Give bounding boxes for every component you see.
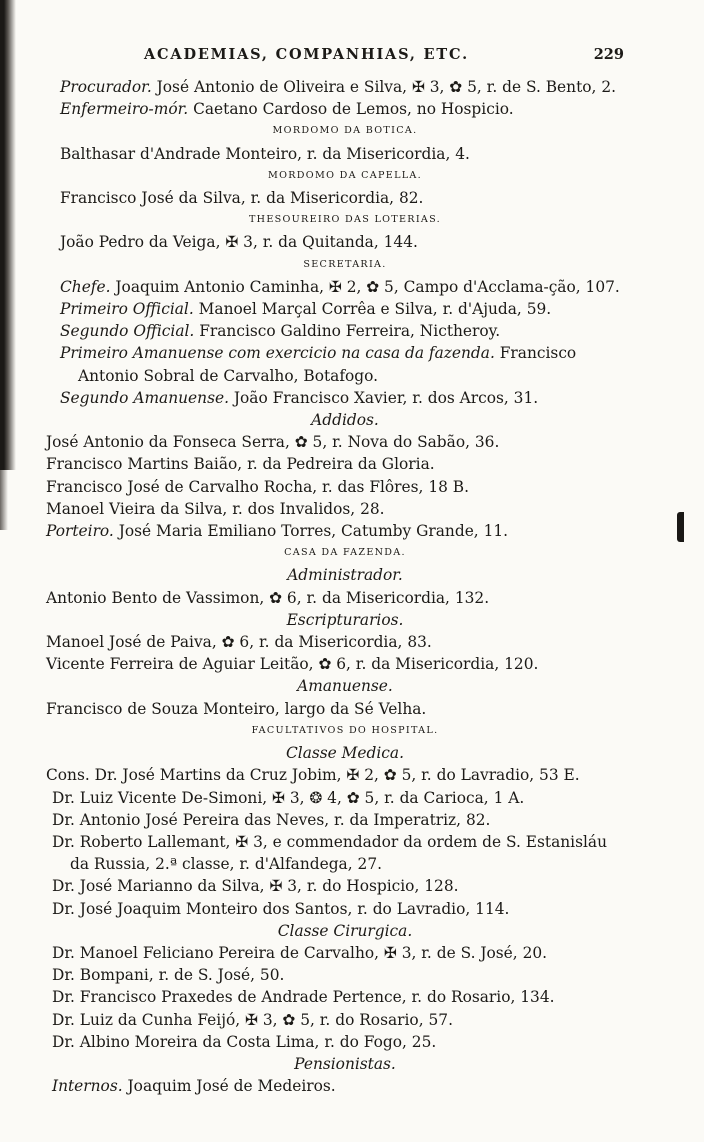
entry-line: Vicente Ferreira de Aguiar Leitão, ✿ 6, r. da Misericordia, 120. [46,655,539,674]
entry-line: Dr. José Marianno da Silva, ✠ 3, r. do Hospicio, 128. [52,877,459,896]
entry-text: Joaquim Antonio Caminha, ✠ 2, ✿ 5, Campo d'Acclama-ção, 107. [110,277,620,296]
entry-text: Francisco Antonio Sobral de Carvalho, Botafogo. [78,344,577,385]
entry-line: Dr. Francisco Praxedes de Andrade Pertence, r. do Rosario, 134. [52,988,555,1007]
entry-line: Dr. Roberto Lallemant, ✠ 3, e commendador da ordem de S. Estanisláu da Russia, 2.ª classe, r. d'Alfandega, 27. [52,832,608,874]
entry-line: Dr. Luiz da Cunha Feijó, ✠ 3, ✿ 5, r. do Rosario, 57. [52,1010,453,1029]
entry-text: Joaquim José de Medeiros. [122,1077,336,1096]
entry-line: Dr. José Joaquim Monteiro dos Santos, r. do Lavradio, 114. [52,899,510,918]
page-header [60,46,630,72]
subsection-heading: Escripturarios. [286,610,404,629]
entry-line: Dr. Albino Moreira da Costa Lima, r. do Fogo, 25. [52,1032,437,1051]
entry-primeiro-amanuense [60,342,630,386]
entry-segundo-amanuense [60,387,630,409]
subsection-heading: Administrador. [287,566,403,585]
entry-label: Internos. [52,1077,123,1096]
entry-line: João Pedro da Veiga, ✠ 3, r. da Quitanda, 144. [60,233,418,252]
page-margin-mark [677,512,684,542]
entry-line: Francisco José da Silva, r. da Misericordia, 82. [60,189,424,208]
section-heading: MORDOMO DA CAPELLA. [267,169,423,181]
entry-line: Manoel Vieira da Silva, r. dos Invalidos, 28. [46,499,385,518]
section-heading: SECRETARIA. [303,258,387,270]
entry-line: Balthasar d'Andrade Monteiro, r. da Misericordia, 4. [60,144,470,163]
entry-label: Chefe. [60,277,111,296]
section-heading: MORDOMO DA BOTICA. [272,125,418,137]
entry-line: Francisco de Souza Monteiro, largo da Sé Velha. [46,699,427,718]
entry-text: Caetano Cardoso de Lemos, no Hospicio. [188,100,514,119]
entry-procurador [60,76,630,98]
entry-line: Francisco José de Carvalho Rocha, r. das Flôres, 18 B. [46,477,470,496]
entry-text: José Antonio de Oliveira e Silva, ✠ 3, ✿ 5, r. de S. Bento, 2. [151,78,616,96]
entry-text: José Maria Emiliano Torres, Catumby Grande, 11. [113,522,509,541]
entry-line: Manoel José de Paiva, ✿ 6, r. da Misericordia, 83. [46,633,432,652]
entry-line: Cons. Dr. José Martins da Cruz Jobim, ✠ 2, ✿ 5, r. do Lavradio, 53 E. [46,766,580,785]
entry-line: Antonio Bento de Vassimon, ✿ 6, r. da Misericordia, 132. [46,588,490,607]
entry-label: Segundo Official. [60,322,195,341]
entry-segundo-official [60,320,630,342]
subsection-heading: Classe Medica. [286,744,404,763]
page-number: 229 [593,46,624,63]
section-heading: CASA DA FAZENDA. [284,547,406,559]
entry-label: Primeiro Amanuense com exercicio na casa da fazenda. [60,344,495,363]
entry-label: Procurador. [60,78,152,96]
entry-text: Manoel Marçal Corrêa e Silva, r. d'Ajuda, 59. [193,300,552,319]
entry-label: Segundo Amanuense. [60,388,229,407]
running-title: ACADEMIAS, COMPANHIAS, ETC. [144,46,469,63]
entry-line: Dr. Manoel Feliciano Pereira de Carvalho, ✠ 3, r. de S. José, 20. [52,943,548,962]
section-heading: FACULTATIVOS DO HOSPITAL. [251,724,439,736]
subsection-heading: Pensionistas. [294,1054,396,1073]
directory-content [46,76,630,1097]
entry-line: Dr. Luiz Vicente De-Simoni, ✠ 3, ❂ 4, ✿ 5, r. da Carioca, 1 A. [52,788,525,807]
entry-primeiro-official [60,298,630,320]
section-heading: THESOUREIRO DAS LOTERIAS. [248,214,442,226]
entry-porteiro [46,520,630,542]
subsection-heading: Classe Cirurgica. [277,921,413,940]
page-binding-shadow [0,0,16,470]
entry-label: Porteiro. [46,522,114,541]
subsection-heading: Amanuense. [297,677,393,696]
page-binding-shadow-lower [0,470,8,530]
subsection-heading: Addidos. [311,411,379,430]
entry-text: Francisco Galdino Ferreira, Nictheroy. [194,322,501,341]
entry-internos [52,1075,630,1097]
entry-line: Dr. Antonio José Pereira das Neves, r. da Imperatriz, 82. [52,810,491,829]
entry-enfermeiro [60,98,630,120]
entry-line: José Antonio da Fonseca Serra, ✿ 5, r. Nova do Sabão, 36. [46,433,500,452]
entry-line: Francisco Martins Baião, r. da Pedreira da Gloria. [46,455,435,474]
entry-label: Primeiro Official. [60,300,194,319]
entry-label: Enfermeiro-mór. [60,100,189,119]
entry-line: Dr. Bompani, r. de S. José, 50. [52,966,285,985]
entry-chefe [60,276,630,298]
entry-text: João Francisco Xavier, r. dos Arcos, 31. [228,388,539,407]
